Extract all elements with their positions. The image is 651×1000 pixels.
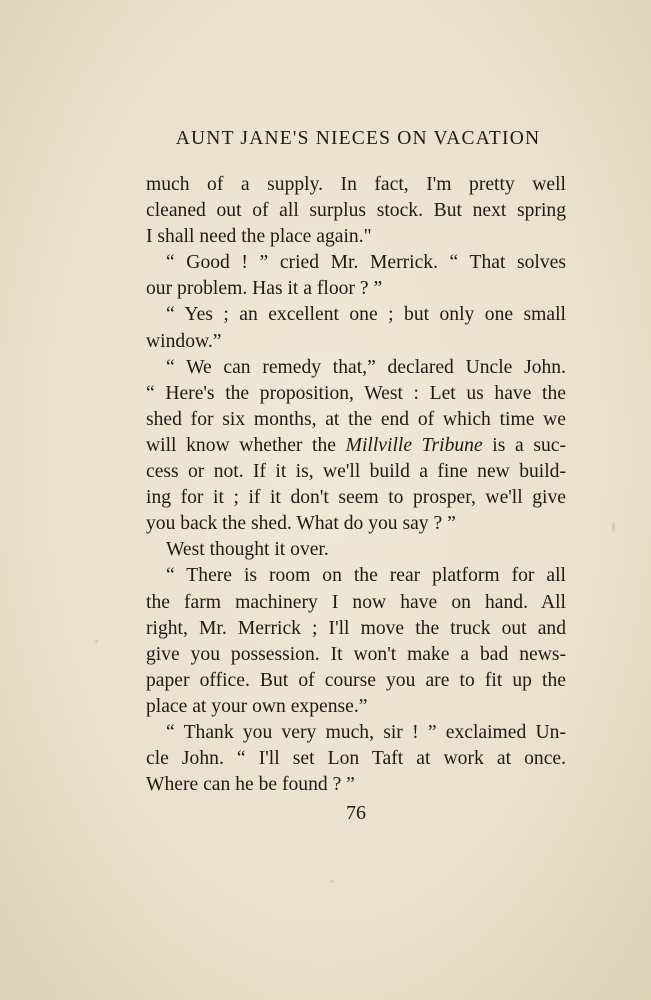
page-number: 76 [346, 802, 366, 824]
text-line: place at your own expense.” [146, 695, 368, 717]
text-line: give you possession. It won't make a bad news- [146, 643, 566, 665]
text-line: much of a supply. In fact, I'm pretty well [146, 174, 566, 195]
text-line: our problem. Has it a floor ? ” [146, 278, 383, 300]
paper-speck [330, 880, 334, 883]
text-line: the farm machinery I now have on hand. All [146, 591, 566, 613]
text-line: will know whether the Millville Tribune is a suc- [146, 434, 566, 456]
text-line: “ Thank you very much, sir ! ” exclaimed Un- [166, 721, 566, 743]
text-line: cle John. “ I'll set Lon Taft at work at once. [146, 748, 566, 770]
text-line: “ There is room on the rear platform for all [166, 565, 566, 587]
text-line: window.” [146, 330, 222, 352]
text-line: “ Good ! ” cried Mr. Merrick. “ That solves [166, 252, 566, 274]
text-line: right, Mr. Merrick ; I'll move the truck out and [146, 617, 566, 639]
text-line: “ Yes ; an excellent one ; but only one small [166, 304, 566, 326]
body-text [146, 172, 566, 798]
text-line: West thought it over. [166, 539, 329, 561]
text-line: shed for six months, at the end of which time we [146, 408, 566, 430]
running-header: AUNT JANE'S NIECES ON VACATION [175, 128, 541, 149]
text-line: cleaned out of all surplus stock. But next spring [146, 200, 566, 222]
text-line: paper office. But of course you are to fit up the [146, 669, 566, 691]
text-line: Where can he be found ? ” [146, 774, 355, 796]
text-line: ing for it ; if it don't seem to prosper, we'll give [146, 487, 566, 509]
paper-speck [612, 522, 615, 532]
text-line: “ We can remedy that,” declared Uncle John. [166, 356, 566, 378]
text-line: you back the shed. What do you say ? ” [146, 513, 456, 535]
text-line: cess or not. If it is, we'll build a fine new build- [146, 461, 566, 483]
text-line: I shall need the place again." [146, 226, 372, 248]
text-line: “ Here's the proposition, West : Let us have the [146, 382, 566, 404]
paper-speck [95, 640, 98, 643]
